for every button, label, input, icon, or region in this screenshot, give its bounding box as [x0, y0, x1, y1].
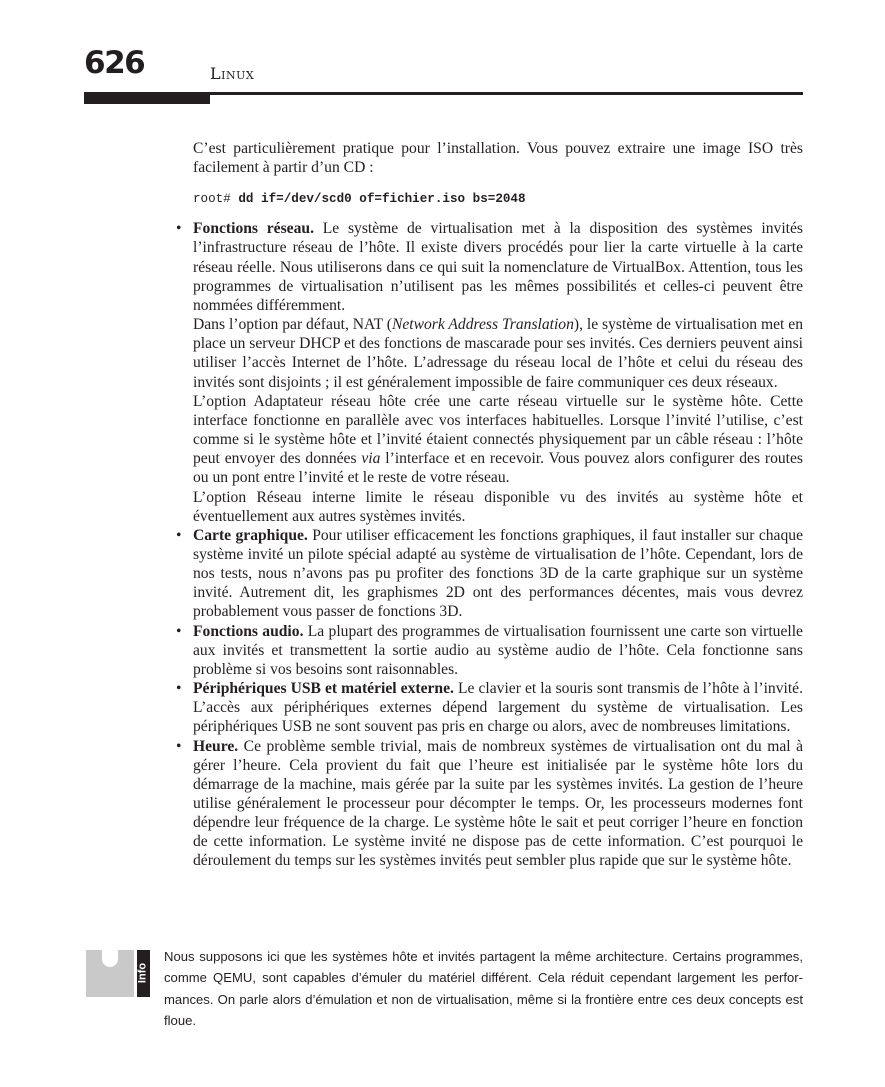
item-text: Le clavier et la souris sont transmis de l’hôte à l’invité. L’accès aux périphériques externes dépend largement du système de virtualisation. Les périphériques USB ne sont souvent pas pris en charge ou alors, avec de nombreuses limitations. — [193, 680, 803, 736]
list-item-audio — [176, 622, 803, 679]
item-term: Heure. — [193, 737, 239, 755]
list-item-usb — [176, 679, 803, 736]
info-icon-notch — [102, 950, 118, 967]
italic-term: Network Address Translation — [391, 316, 574, 334]
header-rule-thick — [84, 92, 210, 104]
item-text: La plupart des programmes de virtualisation fournissent une carte son virtuelle aux invités et transmettent la sortie audio au système audio de l’hôte. Cela fonctionne sans problème si vos besoins sont raisonnables. — [193, 622, 803, 678]
item-term: Fonctions audio. — [193, 622, 304, 640]
italic-term: via — [361, 450, 381, 468]
item-text: L’option Adaptateur réseau hôte crée une carte réseau virtuelle sur le système hôte. Cette interface fonctionne en parallèle avec vos interfaces habituelles. Lorsque l’invité l’utilise, c’est comme si le système hôte et l’invité étaient connectés physiquement par un câble réseau : l’hôte peut envoyer des données — [193, 392, 803, 468]
item-text: Le système de virtualisation met à la disposition des systèmes invités l’infrastructure réseau de l’hôte. Il existe divers procédés pour lier la carte virtuelle à la carte réseau réelle. Nous utiliserons dans ce qui suit la nomenclature de VirtualBox. Attention, tous les programmes de virtualisation n’utilisent pas les mêmes possibilités et celles-ci peuvent être nommées différemment. — [193, 220, 803, 314]
bullet-icon: • — [176, 526, 182, 544]
list-item-network — [176, 219, 804, 526]
code-prompt: root# — [193, 192, 231, 207]
code-example — [193, 189, 803, 209]
intro-paragraph: C’est particulièrement pratique pour l’installation. Vous pouvez extraire une image ISO très facilement à partir d’un CD : — [193, 140, 803, 177]
audio-paragraph — [193, 622, 803, 679]
item-term: Fonctions réseau. — [193, 220, 314, 238]
item-term: Périphériques USB et matériel externe. — [193, 680, 454, 698]
code-command: dd if=/dev/scd0 of=fichier.iso bs=2048 — [238, 192, 526, 207]
main-text — [176, 139, 804, 871]
network-paragraph-2 — [193, 315, 803, 392]
running-head-title: Linux — [210, 64, 255, 83]
info-icon — [86, 950, 150, 997]
network-paragraph-4: L’option Réseau interne limite le réseau disponible vu des invités au système hôte et éventuellement aux autres systèmes invités. — [193, 488, 803, 525]
bullet-icon: • — [176, 680, 182, 698]
bullet-icon: • — [176, 622, 182, 640]
item-text: Ce problème semble trivial, mais de nombreux systèmes de virtualisation ont du mal à gérer l’heure. Cela provient du fait que l’heure est initialisée par le système hôte lors du démarrage de la machine, mais gérée par la suite par les systèmes invités. La gestion de l’heure utilise généralement le processeur pour décompter le temps. Or, les processeurs modernes font dépendre leur fréquence de la charge. Le système hôte le sait et peut corriger l’heure en fonction de cette information. Le système invité ne dispose pas de cette information. C’est pourquoi le déroulement du temps sur les systèmes invités peut sembler plus rapide que sur le système hôte. — [193, 737, 803, 870]
bullet-icon: • — [176, 737, 182, 755]
feature-list — [176, 219, 804, 870]
time-paragraph — [193, 737, 803, 871]
item-text: Pour utiliser efficacement les fonctions graphiques, il faut installer sur chaque système invité un pilote spécial adapté au système de virtualisation de l’hôte. Cependant, lors de nos tests, nous n’avons pas pu profiter des fonctions 3D de la carte graphique sur un système invité. Autrement dit, les graphismes 2D ont des performances décentes, mais vous devrez probablement vous passer de fonctions 3D. — [193, 526, 803, 621]
graphics-paragraph — [193, 526, 803, 622]
list-item-time — [176, 737, 803, 871]
info-label: Info — [136, 962, 149, 984]
usb-paragraph — [193, 679, 803, 736]
network-paragraph-1 — [193, 219, 803, 315]
item-term: Carte graphique. — [193, 526, 308, 544]
network-paragraph-3 — [193, 392, 803, 488]
info-note-text: Nous supposons ici que les systèmes hôte et invités partagent la même architecture. Certains programmes, comme QEMU, sont capables d’émuler du matériel différent. Cela réduit cependant largement les performances. On parle alors d’émulation et non de virtualisation, même si la frontière entre ces deux concepts est floue. — [164, 949, 803, 1028]
page-number: 626 — [84, 45, 145, 81]
bullet-icon: • — [176, 220, 182, 238]
item-text: ), le système de virtualisation met en place un serveur DHCP et des fonctions de mascarade pour ses invités. Ces derniers peuvent ainsi utiliser l’accès Internet de l’hôte. L’adressage du réseau local de l’hôte et celui du réseau des invités sont disjoints ; il est généralement impossible de faire communiquer ces deux réseaux. — [193, 316, 804, 391]
list-item-graphics — [176, 526, 803, 622]
item-text: l’interface et en recevoir. Vous pouvez alors configurer des routes ou un pont entre l’invité et le reste de votre réseau. — [193, 450, 803, 487]
item-text: Dans l’option par défaut, NAT ( — [193, 316, 392, 334]
